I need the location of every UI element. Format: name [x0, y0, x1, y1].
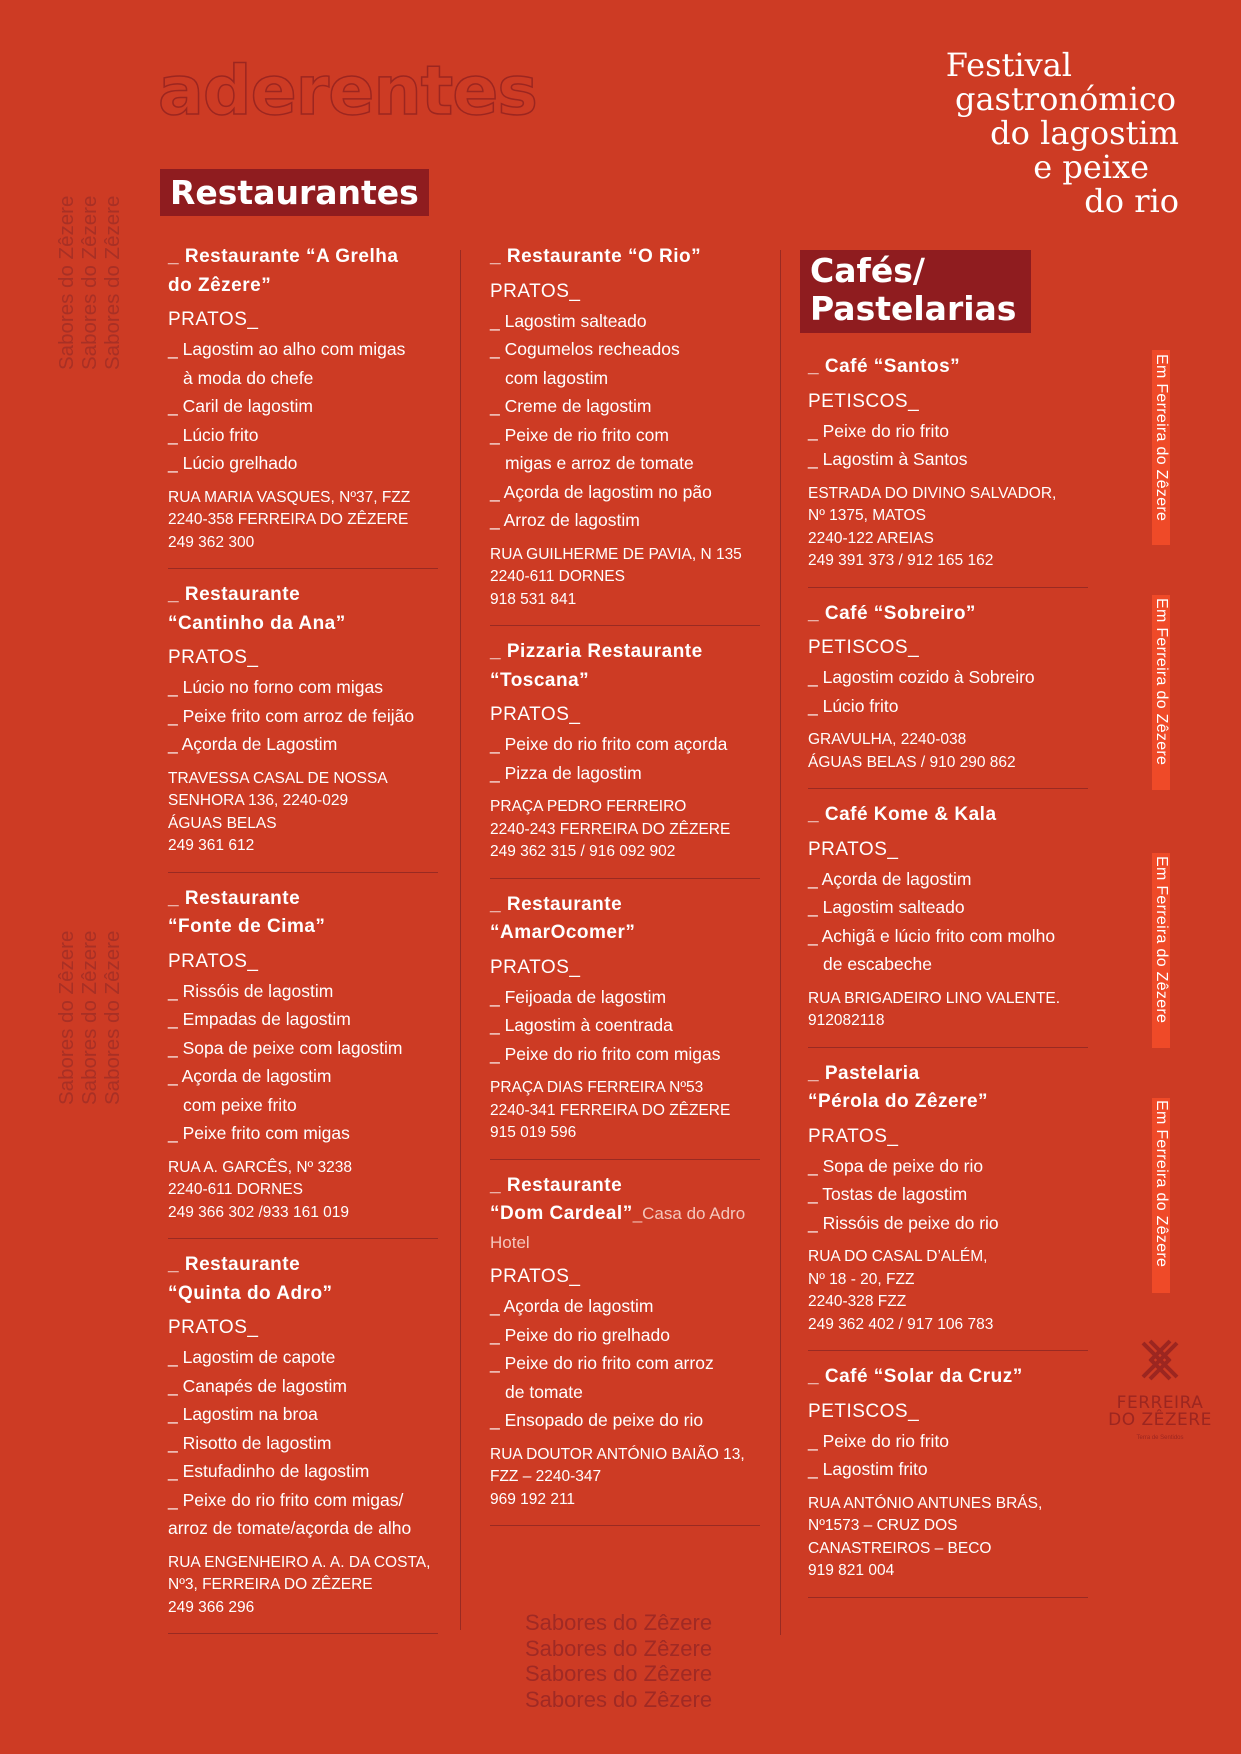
dish-item: _ Ensopado de peixe do rio: [490, 1410, 704, 1430]
venue-name-text: _ Restaurante “A Grelha: [168, 246, 399, 267]
address-line: 249 362 402 / 917 106 783: [808, 1315, 994, 1333]
dish-list: [808, 663, 1088, 720]
entry-divider: [808, 587, 1088, 588]
logo-tagline: Terra de Sentidos: [1136, 1435, 1184, 1441]
venue-name: [168, 610, 438, 639]
dish-item: _ Açorda de lagostim no pão: [490, 481, 712, 502]
bottom-decor-line: Sabores do Zêzere: [525, 1610, 713, 1635]
festival-title: [946, 48, 1179, 218]
dish-item: _ Arroz de lagostim: [490, 510, 640, 530]
address-line: TRAVESSA CASAL DE NOSSA: [168, 769, 388, 787]
dish-item: _ Feijoada de lagostim: [490, 986, 667, 1007]
dish-item: _ Açorda de lagostim: [490, 1296, 654, 1316]
venue-entry: [168, 1251, 438, 1634]
dish-item: _ Lúcio frito: [168, 424, 259, 445]
address-line: 912082118: [808, 1012, 885, 1029]
address-line: RUA A. GARCÊS, Nº 3238: [168, 1158, 352, 1176]
address-line: 2240-611 DORNES: [168, 1181, 303, 1198]
venue-name-sub: Hotel: [490, 1232, 530, 1252]
restaurants-column-2: [490, 243, 760, 1538]
address-line: ÁGUAS BELAS: [168, 814, 277, 832]
right-decor-text: Em Ferreira do Zêzere: [1153, 598, 1170, 766]
dish-item: _ Açorda de lagostim: [808, 868, 972, 889]
address-line: PRAÇA PEDRO FERREIRO: [490, 798, 687, 815]
entry-divider: [490, 1525, 760, 1526]
ghost-title: aderentes: [158, 52, 537, 131]
cafes-heading-line1: Cafés/: [810, 251, 925, 290]
venue-address: [808, 729, 1088, 774]
dish-item: _ Peixe do rio frito: [808, 420, 950, 441]
venue-name: [808, 1060, 1088, 1089]
venue-name-text: _ Restaurante “O Rio”: [490, 246, 702, 267]
dish-item: _ Lúcio no forno com migas: [168, 677, 383, 697]
bottom-decor-line: Sabores do Zêzere: [525, 1686, 713, 1712]
bottom-decor: [525, 1610, 712, 1712]
dish-list: [490, 307, 760, 535]
dish-item: _ Empadas de lagostim: [168, 1009, 351, 1029]
venue-name: [168, 913, 438, 942]
address-line: 918 531 841: [490, 590, 577, 608]
dish-item: à moda do chefe: [183, 367, 314, 388]
venue-name-text: do Zêzere”: [168, 274, 272, 296]
dish-list: [168, 673, 438, 759]
festival-line: Festival: [945, 46, 1072, 84]
venue-name: [808, 353, 1088, 382]
dish-item: _ Peixe do rio frito: [808, 1430, 950, 1451]
address-line: 2240-328 FZZ: [808, 1293, 907, 1310]
venue-name: [168, 243, 438, 272]
venue-name-text: _ Café “Santos”: [808, 356, 961, 377]
venue-name: [490, 1200, 760, 1229]
venue-name: [168, 272, 438, 301]
address-line: 915 019 596: [490, 1124, 577, 1141]
dish-list: [808, 417, 1088, 474]
menu-section-label: PETISCOS_: [808, 390, 920, 412]
dish-item: _ Lúcio grelhado: [168, 453, 298, 473]
venue-entry: [808, 600, 1088, 790]
address-line: 249 366 302 /933 161 019: [168, 1203, 350, 1221]
entry-divider: [808, 1597, 1088, 1598]
venue-name: [168, 885, 438, 914]
venue-name: [808, 1088, 1088, 1117]
cafes-column: [808, 353, 1088, 1610]
venue-address: [168, 487, 438, 555]
dish-item: _ Peixe do rio frito com migas: [490, 1043, 721, 1064]
venue-address: [168, 1552, 438, 1620]
entry-divider: [168, 568, 438, 569]
entry-divider: [490, 1159, 760, 1160]
address-line: RUA ANTÓNIO ANTUNES BRÁS,: [808, 1494, 1043, 1512]
entry-divider: [808, 1047, 1088, 1048]
side-decor-top: [55, 196, 124, 370]
address-line: RUA GUILHERME DE PAVIA, N 135: [490, 545, 742, 563]
address-line: 2240-243 FERREIRA DO ZÊZERE: [490, 820, 731, 838]
address-line: 249 366 296: [168, 1598, 255, 1616]
venue-name-text: “Cantinho da Ana”: [168, 612, 346, 634]
side-decor-line: Sabores do Zêzere: [55, 930, 78, 1105]
venue-name: [168, 1280, 438, 1309]
venue-entry: [808, 353, 1088, 588]
venue-name-text: “Quinta do Adro”: [168, 1282, 333, 1304]
entry-divider: [168, 872, 438, 873]
menu-section-label: PRATOS_: [168, 309, 259, 330]
side-decor-line: Sabores do Zêzere: [78, 930, 101, 1105]
entry-divider: [490, 625, 760, 626]
dish-item: _ Canapés de lagostim: [168, 1375, 347, 1396]
venue-address: [490, 544, 760, 612]
entry-divider: [808, 788, 1088, 789]
dish-item: _ Peixe do rio frito com migas/: [168, 1489, 404, 1510]
address-line: 919 821 004: [808, 1562, 895, 1579]
venue-entry: [808, 1363, 1088, 1598]
dish-item: com peixe frito: [183, 1094, 297, 1115]
venue-entry: [808, 801, 1088, 1048]
restaurants-column-1: [168, 243, 438, 1646]
dish-item: com lagostim: [505, 367, 609, 388]
menu-section-label: PRATOS_: [168, 950, 259, 972]
dish-item: de escabeche: [823, 954, 932, 974]
address-line: 249 362 315 / 916 092 902: [490, 843, 676, 860]
address-line: 2240-611 DORNES: [490, 568, 625, 585]
venue-entry: [490, 243, 760, 626]
side-decor-line: Sabores do Zêzere: [78, 195, 101, 370]
cafes-heading-line2: Pastelarias: [810, 289, 1017, 329]
venue-address: [808, 1493, 1088, 1583]
address-line: ÁGUAS BELAS / 910 290 862: [808, 753, 1016, 771]
venue-address: [168, 768, 438, 858]
dish-list: [168, 1343, 438, 1543]
address-line: RUA DO CASAL D’ALÉM,: [808, 1248, 988, 1265]
venue-name-text: _ Restaurante: [490, 893, 623, 915]
address-line: 249 361 612: [168, 837, 255, 854]
address-line: RUA BRIGADEIRO LINO VALENTE.: [808, 989, 1061, 1007]
festival-line: do rio: [1084, 182, 1179, 220]
side-decor-line: Sabores do Zêzere: [101, 195, 124, 370]
venue-name: [168, 581, 438, 610]
dish-list: [168, 977, 438, 1148]
venue-name: [490, 1172, 760, 1201]
address-line: Nº 18 - 20, FZZ: [808, 1270, 915, 1288]
venue-address: [808, 988, 1088, 1033]
dish-item: _ Creme de lagostim: [490, 396, 652, 416]
venue-entry: [168, 885, 438, 1240]
menu-section-label: PETISCOS_: [808, 1400, 920, 1422]
right-decor-text: Em Ferreira do Zêzere: [1153, 1100, 1170, 1268]
logo-line1: FERREIRA: [1116, 1393, 1204, 1413]
logo-line2: DO ZÊZERE: [1108, 1410, 1212, 1430]
festival-line: gastronómico: [954, 80, 1176, 118]
festival-line: e peixe: [1033, 148, 1149, 186]
venue-name-text: _ Restaurante: [490, 1174, 623, 1196]
dish-item: _ Estufadinho de lagostim: [168, 1461, 370, 1481]
menu-section-label: PETISCOS_: [808, 637, 920, 658]
dish-item: _ Peixe do rio frito com arroz: [490, 1353, 714, 1373]
venue-address: [490, 796, 760, 864]
venue-entry: [490, 891, 760, 1160]
venue-address: [808, 483, 1088, 573]
menu-section-label: PRATOS_: [808, 838, 899, 860]
entry-divider: [168, 1633, 438, 1634]
entry-divider: [168, 1238, 438, 1239]
venue-name: [490, 891, 760, 920]
venue-name: [808, 1363, 1088, 1392]
address-line: 2240-358 FERREIRA DO ZÊZERE: [168, 511, 409, 528]
venue-name: [168, 1251, 438, 1280]
dish-item: _ Peixe frito com migas: [168, 1123, 350, 1143]
menu-section-label: PRATOS_: [168, 1317, 259, 1338]
venue-name-text: “Pérola do Zêzere”: [808, 1091, 989, 1112]
dish-item: _ Lagostim salteado: [808, 897, 965, 917]
bottom-decor-line: Sabores do Zêzere: [525, 1635, 713, 1661]
address-line: 969 192 211: [490, 1490, 576, 1508]
restaurants-heading: Restaurantes: [160, 169, 429, 216]
dish-item: _ Açorda de Lagostim: [168, 734, 338, 754]
right-decor-text: Em Ferreira do Zêzere: [1153, 354, 1170, 522]
venue-name: [490, 243, 760, 272]
menu-section-label: PRATOS_: [168, 647, 259, 668]
dish-item: _ Peixe frito com arroz de feijão: [168, 705, 415, 726]
venue-name-text: _ Restaurante: [168, 584, 301, 605]
venue-name: [490, 1229, 760, 1258]
venue-name: [808, 600, 1088, 629]
festival-line: do lagostim: [990, 114, 1179, 152]
side-decor-line: Sabores do Zêzere: [55, 195, 78, 370]
venue-address: [168, 1157, 438, 1225]
side-decor-line: Sabores do Zêzere: [101, 930, 124, 1105]
address-line: ESTRADA DO DIVINO SALVADOR,: [808, 484, 1057, 502]
menu-section-label: PRATOS_: [490, 1266, 581, 1287]
dish-item: arroz de tomate/açorda de alho: [168, 1518, 412, 1538]
dish-list: [808, 1427, 1088, 1484]
right-decor-text: Em Ferreira do Zêzere: [1153, 856, 1170, 1024]
address-line: 2240-341 FERREIRA DO ZÊZERE: [490, 1101, 731, 1119]
dish-item: _ Risotto de lagostim: [168, 1432, 332, 1453]
dish-item: _ Lagostim cozido à Sobreiro: [808, 667, 1035, 687]
bottom-decor-line: Sabores do Zêzere: [525, 1661, 713, 1686]
menu-section-label: PRATOS_: [808, 1125, 899, 1147]
venue-name-text: _ Café “Solar da Cruz”: [808, 1366, 1023, 1387]
address-line: FZZ – 2240-347: [490, 1468, 602, 1485]
dish-item: _ Rissóis de peixe do rio: [808, 1212, 999, 1233]
dish-item: _ Sopa de peixe do rio: [808, 1155, 984, 1176]
dish-list: [490, 1292, 760, 1435]
side-decor-bottom: [55, 931, 124, 1105]
venue-address: [808, 1246, 1088, 1336]
menu-section-label: PRATOS_: [490, 280, 581, 302]
address-line: CANASTREIROS – BECO: [808, 1539, 992, 1557]
venue-name-text: _ Café Kome & Kala: [808, 804, 997, 825]
dish-item: _ Caril de lagostim: [168, 396, 313, 416]
address-line: RUA ENGENHEIRO A. A. DA COSTA,: [168, 1553, 431, 1571]
venue-name: [490, 919, 760, 948]
venue-name-text: “Toscana”: [490, 669, 590, 691]
dish-item: _ Lagostim salteado: [490, 310, 647, 331]
venue-entry: [808, 1060, 1088, 1352]
dish-item: _ Cogumelos recheados: [490, 339, 680, 359]
dish-list: [168, 335, 438, 478]
dish-list: [490, 983, 760, 1069]
address-line: Nº1573 – CRUZ DOS: [808, 1517, 958, 1534]
address-line: 249 362 300: [168, 533, 255, 551]
address-line: 249 391 373 / 912 165 162: [808, 552, 994, 569]
cafes-heading: [800, 250, 1031, 333]
venue-name: [808, 801, 1088, 830]
dish-item: _ Pizza de lagostim: [490, 762, 642, 783]
venue-entry: [490, 638, 760, 879]
dish-item: _ Lúcio frito: [808, 695, 899, 716]
address-line: Nº 1375, MATOS: [808, 507, 926, 524]
address-line: RUA MARIA VASQUES, Nº37, FZZ: [168, 488, 411, 506]
venue-name-text: “Dom Cardeal”: [490, 1203, 633, 1224]
dish-item: _ Rissóis de lagostim: [168, 980, 334, 1001]
venue-address: [490, 1077, 760, 1145]
dish-item: _ Achigã e lúcio frito com molho: [808, 925, 1056, 946]
dish-item: migas e arroz de tomate: [505, 453, 694, 473]
dish-list: [490, 730, 760, 787]
venue-name-text: _ Pastelaria: [808, 1062, 920, 1084]
column-divider: [460, 250, 461, 1630]
venue-name-text: _ Restaurante: [168, 1254, 301, 1275]
dish-list: [808, 865, 1088, 979]
venue-name-sub: _Casa do Adro: [632, 1204, 746, 1223]
venue-name: [490, 638, 760, 667]
logo-text: [1105, 1395, 1215, 1429]
logo-mark-icon: [1105, 1335, 1215, 1395]
address-line: PRAÇA DIAS FERREIRA Nº53: [490, 1079, 704, 1096]
address-line: SENHORA 136, 2240-029: [168, 792, 349, 809]
entry-divider: [490, 878, 760, 879]
dish-item: _ Lagostim na broa: [168, 1404, 318, 1424]
venue-name-text: “Fonte de Cima”: [168, 916, 326, 937]
dish-item: _ Peixe do rio frito com açorda: [490, 734, 728, 754]
venue-entry: [168, 581, 438, 873]
dish-item: _ Lagostim à coentrada: [490, 1015, 673, 1035]
entry-divider: [808, 1350, 1088, 1351]
venue-name: [490, 667, 760, 696]
venue-entry: [490, 1172, 760, 1527]
menu-section-label: PRATOS_: [490, 956, 581, 978]
venue-entry: [168, 243, 438, 569]
dish-item: _ Tostas de lagostim: [808, 1184, 968, 1204]
venue-name-text: _ Pizzaria Restaurante: [490, 641, 703, 662]
address-line: RUA DOUTOR ANTÓNIO BAIÃO 13,: [490, 1445, 745, 1463]
dish-item: de tomate: [505, 1381, 583, 1402]
ferreira-logo: [1105, 1335, 1215, 1445]
dish-item: _ Peixe do rio grelhado: [490, 1324, 670, 1345]
venue-name-text: _ Restaurante: [168, 887, 301, 909]
dish-item: _ Lagostim ao alho com migas: [168, 339, 406, 359]
dish-item: _ Açorda de lagostim: [168, 1066, 332, 1086]
address-line: 2240-122 AREIAS: [808, 529, 934, 547]
dish-item: _ Lagostim à Santos: [808, 449, 968, 469]
dish-item: _ Peixe de rio frito com: [490, 424, 669, 445]
address-line: GRAVULHA, 2240-038: [808, 731, 967, 748]
address-line: Nº3, FERREIRA DO ZÊZERE: [168, 1576, 373, 1593]
column-divider: [780, 250, 781, 1635]
dish-item: _ Lagostim de capote: [168, 1347, 336, 1367]
venue-name-text: “AmarOcomer”: [490, 922, 636, 943]
menu-section-label: PRATOS_: [490, 704, 581, 725]
dish-item: _ Sopa de peixe com lagostim: [168, 1037, 403, 1058]
venue-name-text: _ Café “Sobreiro”: [808, 602, 976, 624]
dish-item: _ Lagostim frito: [808, 1459, 928, 1479]
venue-address: [490, 1444, 760, 1512]
dish-list: [808, 1152, 1088, 1238]
